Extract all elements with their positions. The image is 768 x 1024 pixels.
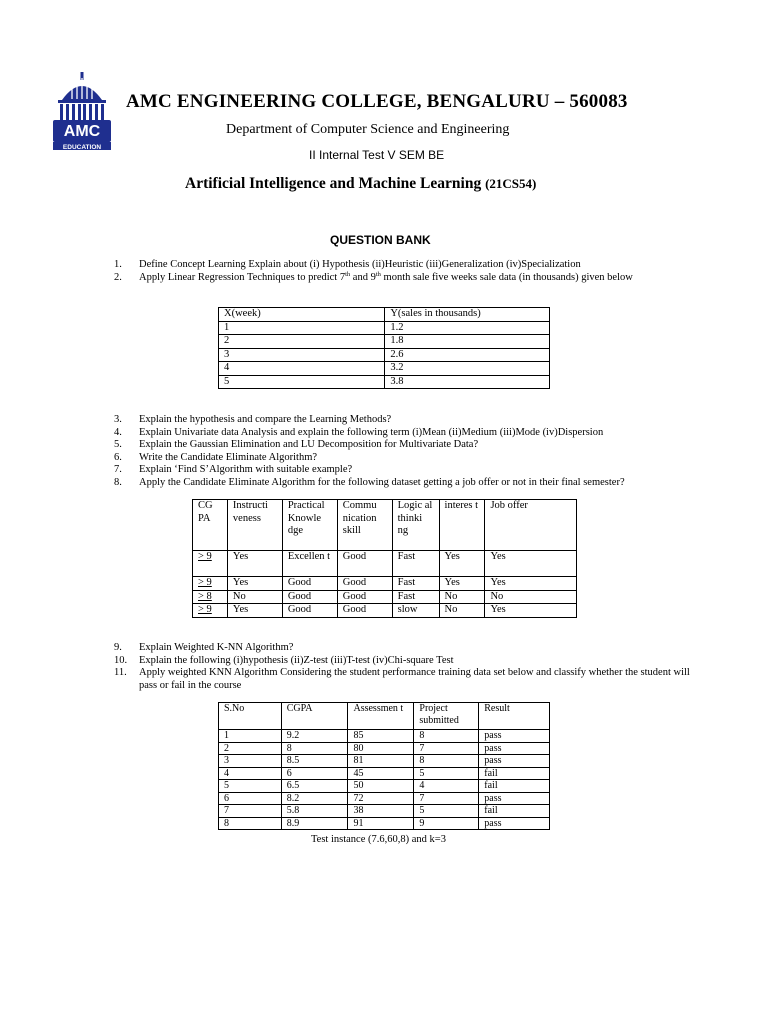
section-title: QUESTION BANK [330,233,431,247]
table-row [219,335,550,349]
table-cell: Yes [485,604,577,618]
table-row [219,805,550,818]
table-cell: 45 [348,767,414,780]
table-cell: fail [479,767,550,780]
table-row [219,730,550,743]
table-cell: Good [337,590,392,604]
table-row [193,590,577,604]
table-cell: 4 [414,780,479,793]
table-cell: 85 [348,730,414,743]
table-cell: 2 [219,742,282,755]
question-number: 3. [114,414,122,425]
table-cell: 3.2 [385,362,550,376]
table-header-cell: S.No [219,703,282,730]
question-item [114,427,694,440]
question-item [114,655,694,668]
table-row [219,767,550,780]
table-cell: 91 [348,817,414,830]
question-item [114,477,694,490]
table-cell: 8 [219,817,282,830]
table-cell: 5 [219,375,385,389]
college-logo-icon [50,70,114,150]
table-cell: 81 [348,755,414,768]
table-cell: Yes [439,577,485,591]
table-cell: 7 [219,805,282,818]
table-header-row [193,500,577,551]
table-cell: > 9 [193,551,228,577]
question-item [114,259,694,272]
table-row [219,755,550,768]
table-cell: 2 [219,335,385,349]
table-row [219,362,550,376]
table-header-row [219,703,550,730]
question-list-b [114,414,694,489]
table-header-cell: Assessmen t [348,703,414,730]
question-text: Explain Univariate data Analysis and explain the following term (i)Mean (ii)Medium (iii)Mode (iv)Dispersion [139,426,604,438]
student-performance-table [218,702,550,830]
question-text: Explain the Gaussian Elimination and LU Decomposition for Multivariate Data? [139,439,479,450]
question-text: Explain Weighted K-NN Algorithm? [139,642,294,653]
question-text: Explain the hypothesis and compare the Learning Methods? [139,414,392,425]
table-cell: Good [337,604,392,618]
question-number: 6. [114,451,122,463]
table-header-cell: Y(sales in thousands) [385,308,550,322]
table-cell: Yes [227,551,282,577]
table-cell: 8.5 [281,755,348,768]
table-cell: Good [337,551,392,577]
table-cell: 4 [219,767,282,780]
table-cell: 50 [348,780,414,793]
college-logo [50,70,114,150]
table-cell: Fast [392,577,439,591]
table-cell: Yes [227,577,282,591]
table-row [219,742,550,755]
table-row [219,780,550,793]
question-number: 1. [114,259,122,270]
table-cell: 7 [414,792,479,805]
question-text: Apply Linear Regression Techniques to predict 7th and 9th month sale five weeks sale data (in thousands) given below [139,270,633,283]
table-cell: 6 [281,767,348,780]
table-row [219,321,550,335]
table-header-cell: Commu nication skill [337,500,392,551]
table-header-cell: Job offer [485,500,577,551]
table-row [219,817,550,830]
table-header-cell: Result [479,703,550,730]
test-instance: Test instance (7.6,60,8) and k=3 [311,834,446,845]
question-text: Write the Candidate Eliminate Algorithm? [139,451,318,463]
table-row [219,348,550,362]
table-cell: Good [282,590,337,604]
course-name: Artificial Intelligence and Machine Learning [185,175,482,192]
table-cell: Good [282,604,337,618]
question-text: Apply the Candidate Eliminate Algorithm for the following dataset getting a job offer or not in their final semester? [139,476,625,488]
course-code: (21CS54) [485,176,537,191]
table-cell: 1 [219,321,385,335]
question-number: 8. [114,476,122,488]
table-cell: 5 [414,805,479,818]
table-header-row [219,308,550,322]
question-item [114,464,694,477]
table-header-cell: Project submitted [414,703,479,730]
table-cell: > 8 [193,590,228,604]
question-item [114,272,694,285]
table-cell: Yes [439,551,485,577]
table-cell: 3 [219,755,282,768]
table-cell: Yes [485,577,577,591]
table-cell: 5.8 [281,805,348,818]
department-name: Department of Computer Science and Engineering [226,122,510,137]
question-number: 9. [114,642,122,653]
table-cell: 5 [414,767,479,780]
table-row [219,375,550,389]
table-header-cell: interes t [439,500,485,551]
question-list-c [114,642,694,692]
table-cell: pass [479,755,550,768]
table-cell: Fast [392,590,439,604]
question-text: Define Concept Learning Explain about (i) Hypothesis (ii)Heuristic (iii)Generalization (iv)Specialization [139,259,581,270]
table-cell: 1.8 [385,335,550,349]
table-row [193,577,577,591]
table-cell: No [485,590,577,604]
table-row [193,604,577,618]
table-cell: 3.8 [385,375,550,389]
table-cell: 8 [414,730,479,743]
table-cell: No [439,604,485,618]
table-cell: pass [479,742,550,755]
question-number: 11. [114,667,127,678]
table-cell: 1 [219,730,282,743]
table-cell: 8 [414,755,479,768]
question-item [114,642,694,655]
table-cell: 80 [348,742,414,755]
logo-subtext: EDUCATION [62,144,102,150]
table-cell: 72 [348,792,414,805]
question-list-a [114,259,694,284]
table-cell: 8.2 [281,792,348,805]
table-cell: fail [479,780,550,793]
table-cell: Fast [392,551,439,577]
table-cell: Excellen t [282,551,337,577]
table-cell: pass [479,792,550,805]
table-cell: 1.2 [385,321,550,335]
question-text: Apply weighted KNN Algorithm Considering the student performance training data set below and classify whether the student will pass or fail in the course [139,667,690,691]
course-title [185,175,536,193]
question-number: 5. [114,439,122,450]
question-text: Explain the following (i)hypothesis (ii)Z-test (iii)T-test (iv)Chi-square Test [139,654,454,666]
table-cell: 3 [219,348,385,362]
table-cell: 9.2 [281,730,348,743]
question-text: Explain ‘Find S’Algorithm with suitable example? [139,464,353,475]
question-item [114,414,694,427]
table-cell: 8.9 [281,817,348,830]
question-number: 10. [114,654,128,666]
table-header-cell: Instructi veness [227,500,282,551]
table-cell: fail [479,805,550,818]
question-item [114,667,694,692]
table-header-cell: X(week) [219,308,385,322]
table-cell: > 9 [193,577,228,591]
question-number: 7. [114,464,122,475]
table-cell: 9 [414,817,479,830]
table-cell: No [227,590,282,604]
table-cell: pass [479,817,550,830]
table-cell: > 9 [193,604,228,618]
table-cell: Good [337,577,392,591]
table-cell: 5 [219,780,282,793]
table-header-cell: CG PA [193,500,228,551]
logo-text: AMC [63,123,101,140]
table-cell: 2.6 [385,348,550,362]
college-name: AMC ENGINEERING COLLEGE, BENGALURU – 560083 [126,91,628,112]
table-header-cell: CGPA [281,703,348,730]
table-cell: 7 [414,742,479,755]
job-offer-dataset-table [192,499,577,618]
table-cell: Yes [485,551,577,577]
question-item [114,439,694,452]
table-header-cell: Practical Knowle dge [282,500,337,551]
sales-data-table [218,307,550,389]
table-row [219,792,550,805]
question-item [114,452,694,465]
table-cell: No [439,590,485,604]
table-header-cell: Logic al thinki ng [392,500,439,551]
table-cell: pass [479,730,550,743]
question-number: 2. [114,271,122,283]
table-cell: 4 [219,362,385,376]
table-cell: Yes [227,604,282,618]
table-row [193,551,577,577]
test-name: II Internal Test V SEM BE [309,148,445,162]
table-cell: 6.5 [281,780,348,793]
table-cell: Good [282,577,337,591]
table-cell: 6 [219,792,282,805]
question-number: 4. [114,426,122,438]
table-cell: 38 [348,805,414,818]
table-cell: 8 [281,742,348,755]
table-cell: slow [392,604,439,618]
